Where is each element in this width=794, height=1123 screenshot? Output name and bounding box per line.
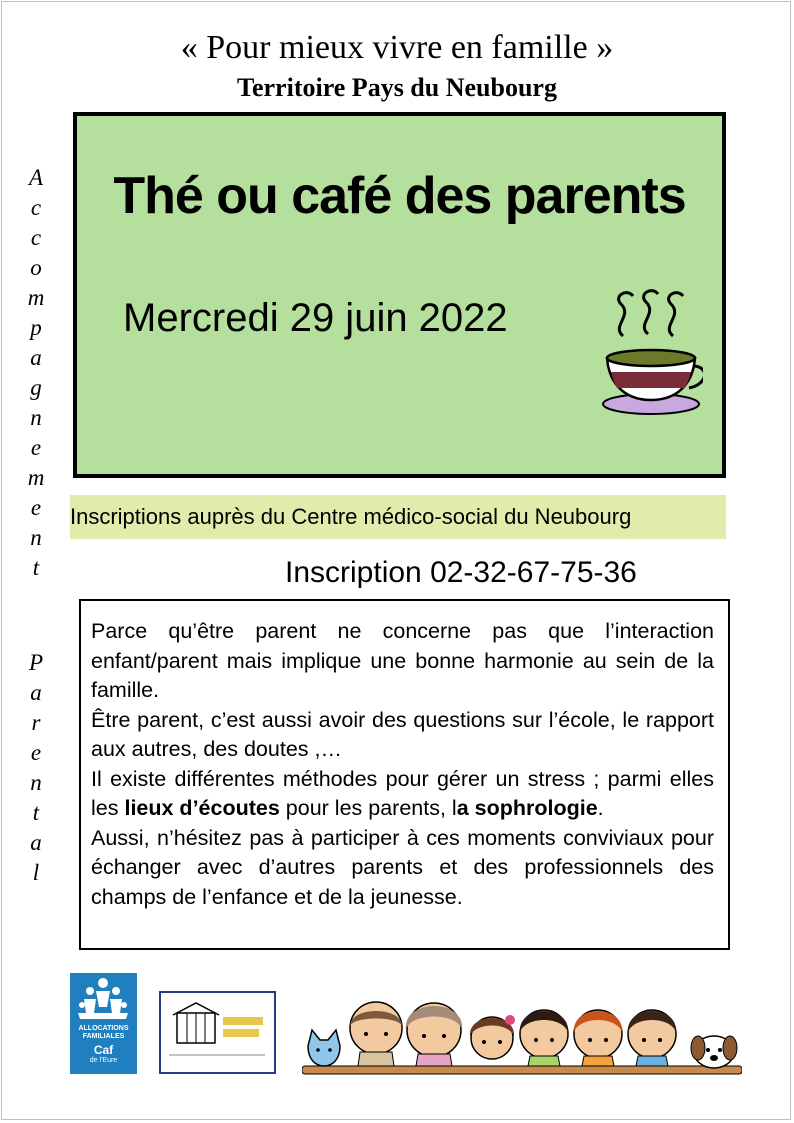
page-title: « Pour mieux vivre en famille » <box>180 29 614 66</box>
paragraph-3-end: . <box>597 796 604 820</box>
coffee-cup-icon <box>593 276 703 416</box>
vertical-letter: a <box>30 680 42 705</box>
caf-family-icon <box>70 973 137 1025</box>
partner-logo-image <box>161 993 274 1072</box>
boy-icon <box>520 1010 568 1066</box>
page-subtitle: Territoire Pays du Neubourg <box>237 73 557 102</box>
vertical-letter: p <box>30 315 42 340</box>
vertical-letter: c <box>30 225 42 250</box>
paragraph-4: Aussi, n’hésitez pas à participer à ces moments conviviaux pour échanger avec d’autres parents et des professionnels des champs de l’enfance et de la jeunesse. <box>91 825 714 909</box>
event-title: Thé ou café des parents <box>113 167 686 225</box>
vertical-letter: m <box>27 285 45 310</box>
cat-icon <box>308 1030 340 1066</box>
vertical-letter: n <box>30 405 42 430</box>
caf-logo <box>70 973 137 1074</box>
vertical-letter: e <box>30 740 42 765</box>
vertical-letter: P <box>28 650 44 675</box>
paragraph-3-middle: pour les parents, l <box>279 796 457 820</box>
caf-label-eure: de l'Eure <box>89 1057 118 1064</box>
child-icon <box>628 1010 676 1066</box>
event-date: Mercredi 29 juin 2022 <box>123 296 508 340</box>
girl-icon <box>470 1015 515 1059</box>
description-box <box>79 599 730 950</box>
partner-logo <box>159 991 276 1074</box>
vertical-letter: r <box>31 710 41 735</box>
vertical-word-accompagnement <box>18 163 54 583</box>
vertical-letter: A <box>28 165 44 190</box>
family-illustration <box>302 990 742 1080</box>
child-icon <box>574 1010 622 1066</box>
vertical-letter: g <box>30 375 42 400</box>
vertical-letter: n <box>30 770 42 795</box>
vertical-letter: t <box>32 800 40 825</box>
highlight-lieux-ecoutes: lieux d’écoutes <box>124 796 280 820</box>
registration-info: Inscriptions auprès du Centre médico-social du Neubourg <box>70 504 632 529</box>
paragraph-3-text: Il existe différentes méthodes pour gérer un stress ; parmi elles les <box>91 766 714 820</box>
vertical-letter: n <box>30 525 42 550</box>
vertical-letter: e <box>30 495 42 520</box>
registration-phone: Inscription 02-32-67-75-36 <box>285 556 637 589</box>
vertical-letter: l <box>32 860 40 885</box>
vertical-letter: t <box>32 555 40 580</box>
caf-label-allocations: ALLOCATIONS FAMILIALES <box>78 1025 129 1040</box>
paragraph-2: Être parent, c’est aussi avoir des questions sur l’école, le rapport aux autres, des doutes ,… <box>91 707 714 761</box>
vertical-letter: a <box>30 830 42 855</box>
grandma-icon <box>406 1003 462 1066</box>
vertical-letter: e <box>30 435 42 460</box>
vertical-letter: m <box>27 465 45 490</box>
vertical-word-parental <box>18 648 54 888</box>
vertical-letter: a <box>30 345 42 370</box>
caf-label-caf: Caf <box>93 1043 114 1057</box>
paragraph-3 <box>91 765 714 824</box>
highlight-sophrologie: a sophrologie <box>456 796 598 820</box>
event-banner <box>73 112 726 478</box>
paragraph-1: Parce qu’être parent ne concerne pas que l’interaction enfant/parent mais implique une bonne harmonie au sein de la famille. <box>91 619 714 702</box>
grandpa-icon <box>350 1002 402 1066</box>
vertical-letter: o <box>30 255 42 280</box>
dog-icon <box>691 1036 737 1068</box>
registration-info-bar <box>70 495 726 539</box>
vertical-letter: c <box>30 195 42 220</box>
